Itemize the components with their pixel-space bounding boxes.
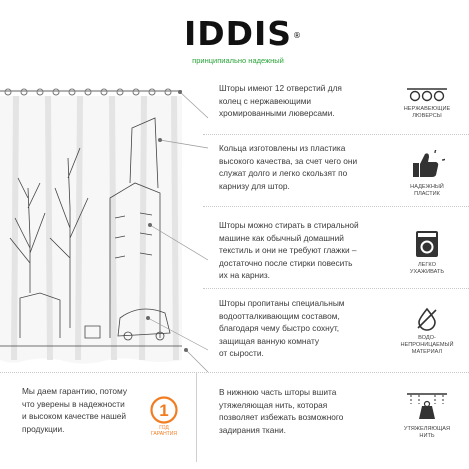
- feature-plastic-text: Кольца изготовлены из пластика высокого качества, за счет чего они служат долго и легко скользят по карнизу для штор.: [219, 143, 358, 191]
- registered-mark: ®: [293, 31, 303, 40]
- separator: [203, 288, 469, 289]
- feature-eyelets-label: НЕРЖАВЕЮЩИЕ ЛЮВЕРСЫ: [403, 106, 451, 119]
- thumbs-up-icon: [409, 150, 445, 180]
- weight-icon: [405, 392, 449, 422]
- feature-weight-badge: [392, 392, 462, 440]
- feature-eyelets-badge: [392, 86, 462, 120]
- guarantee-circle-icon: [149, 395, 179, 425]
- guarantee-number: 1: [159, 401, 169, 420]
- brand-name: IDDIS ®: [184, 14, 292, 54]
- feature-weight-label: УТЯЖЕЛЯЮЩАЯ НИТЬ: [403, 426, 451, 439]
- feature-washing-label: ЛЕГКО УХАЖИВАТЬ: [409, 262, 445, 275]
- feature-eyelets-text: Шторы имеют 12 отверстий для колец с нержавеющими хромированными люверсами.: [219, 83, 342, 119]
- guarantee-text: Мы даем гарантию, потому что уверены в надежности и высоком качестве нашей продукции.: [22, 386, 127, 434]
- brand-tagline: принципиально надежный: [192, 56, 284, 65]
- guarantee-badge: [146, 395, 182, 437]
- feature-waterproof-badge: [392, 307, 462, 356]
- bottom-divider: [196, 372, 197, 462]
- separator: [203, 134, 469, 135]
- separator: [203, 206, 469, 207]
- bottom-separator: [0, 372, 469, 373]
- feature-washing-text: Шторы можно стирать в стиральной машине как обычный домашний текстиль и они не требуют глажки – достаточно после стирки повесить их на карниз.: [219, 220, 359, 281]
- feature-waterproof-text: Шторы пропитаны специальным водоотталкивающим составом, благодаря чему быстро сохнут, защищая ванную комнату от сырости.: [219, 298, 345, 359]
- feature-waterproof-label: ВОДО- НЕПРОНИЦАЕМЫЙ МАТЕРИАЛ: [400, 335, 454, 355]
- feature-weight-text: В нижнюю часть шторы вшита утяжеляющая нить, которая позволяет избежать возможного задирания ткани.: [219, 387, 344, 435]
- washing-machine-icon: [414, 230, 440, 258]
- feature-plastic-label: НАДЕЖНЫЙ ПЛАСТИК: [410, 184, 444, 197]
- feature-washing-badge: [392, 230, 462, 276]
- eyelets-icon: [405, 86, 449, 102]
- feature-plastic-badge: [392, 150, 462, 198]
- water-drop-icon: [415, 307, 439, 331]
- guarantee-label: ГОД ГАРАНТИЯ: [151, 425, 177, 437]
